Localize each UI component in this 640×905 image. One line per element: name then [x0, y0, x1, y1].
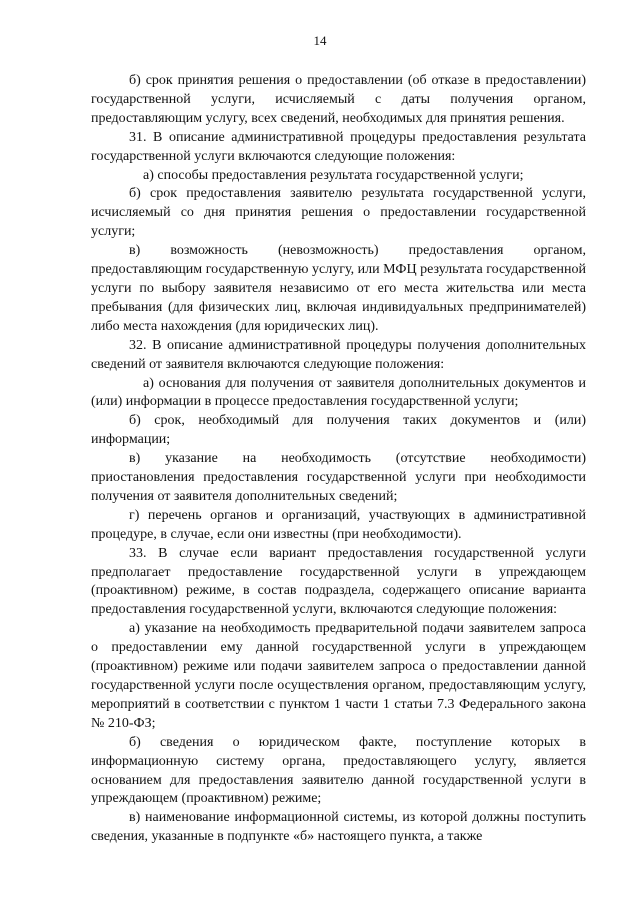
paragraph-32-g: г) перечень органов и организаций, участвующих в административной процедуре, в случае, если они известны (при необходимости). — [91, 507, 586, 542]
paragraph-31-a: а) способы предоставления результата государственной услуги; — [143, 167, 524, 183]
paragraph-32-b: б) срок, необходимый для получения таких документов и (или) информации; — [91, 413, 586, 448]
paragraph-33-a: а) указание на необходимость предварительной подачи заявителем запроса о предоставлении ему данной государственной услуги в упреждающем (проактивном) режиме или подачи заявителем запроса о предоставлении данной государственной услуги после осуществления органом, предоставляющим услугу, мероприятий в соответствии с пунктом 1 части 1 статьи 7.3 Федерального закона № 210-ФЗ; — [91, 621, 586, 731]
document-body — [91, 72, 586, 847]
paragraph-30-b: б) срок принятия решения о предоставлении (об отказе в предоставлении) государственной услуги, исчисляемый с даты получения органом, предоставляющим услугу, всех сведений, необходимых для принятия решения. — [91, 73, 586, 126]
paragraph-31-b: б) срок предоставления заявителю результата государственной услуги, исчисляемый со дня принятия решения о предоставлении государственной услуги; — [91, 186, 586, 240]
page-number: 14 — [313, 33, 327, 48]
paragraph-31-v: в) возможность (невозможность) предоставления органом, предоставляющим государственную услугу, или МФЦ результата государственной услуги по выбору заявителя независимо от его места жительства или места пребывания (для физических лиц, включая индивидуальных предпринимателей) либо места нахождения (для юридических лиц). — [91, 243, 586, 334]
paragraph-31: 31. В описание административной процедуры предоставления результата государственной услуги включаются следующие положения: — [91, 129, 586, 164]
paragraph-33: 33. В случае если вариант предоставления государственной услуги предполагает предоставление государственной услуги в упреждающем (проактивном) режиме, в состав подраздела, содержащего описание варианта предоставления государственной услуги, включаются следующие положения: — [91, 545, 586, 618]
paragraph-33-v: в) наименование информационной системы, из которой должны поступить сведения, указанные в подпункте «б» настоящего пункта, а также — [91, 810, 586, 845]
paragraph-32-v: в) указание на необходимость (отсутствие необходимости) приостановления предоставления государственной услуги при необходимости получения от заявителя дополнительных сведений; — [91, 451, 586, 504]
paragraph-32: 32. В описание административной процедуры получения дополнительных сведений от заявителя включаются следующие положения: — [91, 337, 586, 372]
paragraph-33-b: б) сведения о юридическом факте, поступление которых в информационную систему органа, предоставляющего услугу, является основанием для предоставления заявителю данной государственной услуги в упреждающем (проактивном) режиме; — [91, 734, 586, 807]
paragraph-32-a: а) основания для получения от заявителя дополнительных документов и (или) информации в процессе предоставления государственной услуги; — [91, 375, 586, 410]
